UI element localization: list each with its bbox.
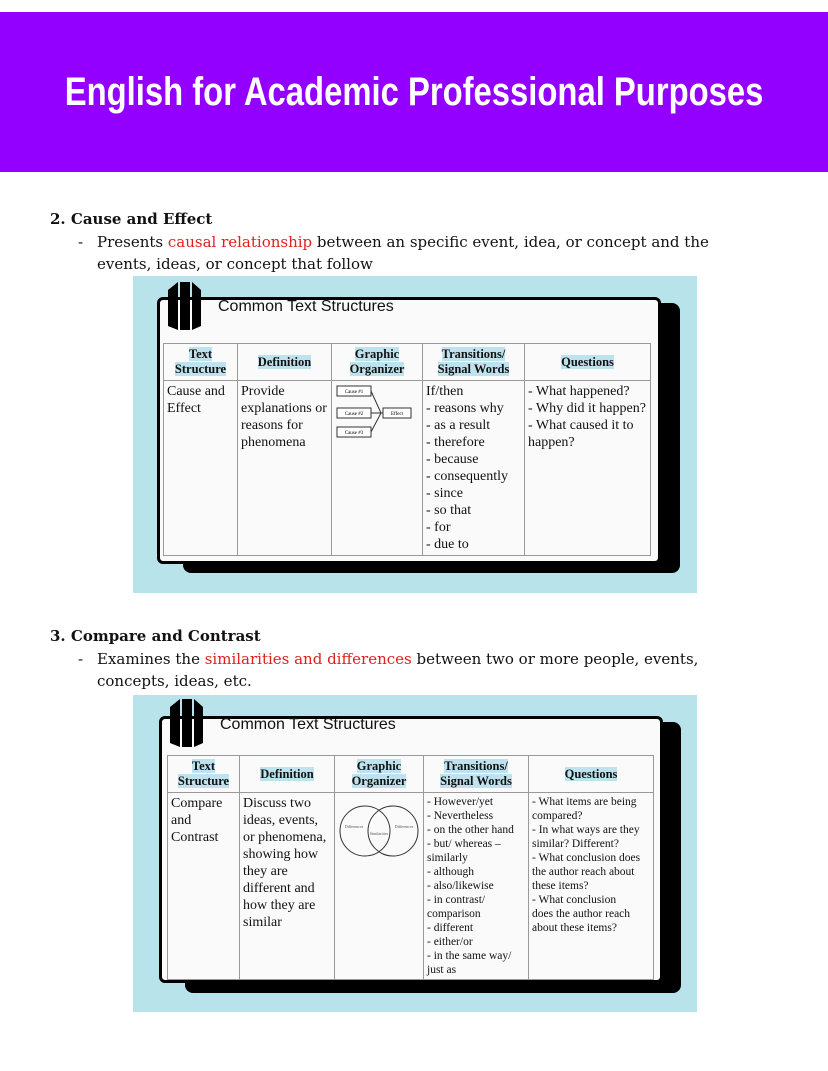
cell-line: they are bbox=[243, 864, 288, 879]
cell-line: or phenomena, bbox=[243, 830, 327, 845]
text-structure-panel-compare-contrast bbox=[133, 695, 697, 1012]
cell-line: - consequently bbox=[426, 469, 509, 484]
col-header: Text Structure bbox=[164, 344, 238, 381]
venn-label: Differences bbox=[394, 824, 414, 829]
cell-line: - However/yet bbox=[427, 796, 494, 808]
bullet-cause-effect bbox=[78, 231, 758, 275]
text-structure-panel-cause-effect bbox=[133, 276, 697, 593]
cell-line: - What happened? bbox=[528, 384, 630, 399]
questions-cell bbox=[529, 793, 654, 980]
cell-line: Contrast bbox=[171, 830, 219, 845]
cell-line: Provide bbox=[241, 384, 285, 399]
cell-line: just as bbox=[427, 964, 457, 976]
col-header: Definition bbox=[240, 756, 335, 793]
signal-words-cell bbox=[423, 381, 525, 556]
cell-line: ideas, events, bbox=[243, 813, 319, 828]
organizer-cell bbox=[335, 793, 424, 980]
cell-line: about these items? bbox=[532, 922, 617, 934]
cause-effect-diagram bbox=[335, 383, 419, 443]
section-heading-cause-effect: 2. Cause and Effect bbox=[50, 210, 213, 228]
cell-line: Effect bbox=[167, 401, 201, 416]
cell-line: - but/ whereas – bbox=[427, 838, 501, 850]
signal-words-cell bbox=[424, 793, 529, 980]
venn-label: Similarities bbox=[369, 831, 389, 836]
cell-line: different and bbox=[243, 881, 315, 896]
cell-line: - in the same way/ bbox=[427, 950, 512, 962]
cell-line: similar? Different? bbox=[532, 838, 619, 850]
cell-line: - different bbox=[427, 922, 474, 934]
section-heading-compare-contrast: 3. Compare and Contrast bbox=[50, 627, 261, 645]
definition-cell bbox=[240, 793, 335, 980]
bullet-compare-contrast bbox=[78, 648, 758, 692]
header-banner bbox=[0, 12, 828, 172]
col-header: Graphic Organizer bbox=[335, 756, 424, 793]
col-header: Transitions/ Signal Words bbox=[423, 344, 525, 381]
bullet-text: Presents bbox=[97, 233, 168, 251]
bullet-dash: - bbox=[78, 650, 84, 668]
cell-line: - because bbox=[426, 452, 479, 467]
cell-line: - What conclusion bbox=[532, 894, 617, 906]
cell-line: - due to bbox=[426, 537, 469, 552]
cell-line: happen? bbox=[528, 435, 575, 450]
card-title: Common Text Structures bbox=[220, 716, 396, 733]
cell-line: does the author reach bbox=[532, 908, 631, 920]
col-header: Transitions/ Signal Words bbox=[424, 756, 529, 793]
venn-label: Differences bbox=[344, 824, 364, 829]
cell-line: Discuss two bbox=[243, 796, 312, 811]
cell-line: - so that bbox=[426, 503, 472, 518]
effect-box: Effect bbox=[390, 412, 404, 417]
cell-line: - in contrast/ bbox=[427, 894, 486, 906]
cell-line: - What caused it to bbox=[528, 418, 634, 433]
cell-line: - although bbox=[427, 866, 474, 878]
cell-line: - Why did it happen? bbox=[528, 401, 646, 416]
cell-line: - since bbox=[426, 486, 463, 501]
page-title: English for Academic Professional Purposes bbox=[64, 69, 764, 114]
bullet-text: Examines the bbox=[97, 650, 205, 668]
col-header: Text Structure bbox=[168, 756, 240, 793]
questions-cell bbox=[525, 381, 651, 556]
cell-line: the author reach about bbox=[532, 866, 635, 878]
cell-line: these items? bbox=[532, 880, 589, 892]
cell-line: - also/likewise bbox=[427, 880, 494, 892]
cell-line: similar bbox=[243, 915, 282, 930]
cell-line: - as a result bbox=[426, 418, 491, 433]
cell-line: reasons for bbox=[241, 418, 303, 433]
cell-line: - therefore bbox=[426, 435, 485, 450]
cell-line: explanations or bbox=[241, 401, 327, 416]
cell-line: If/then bbox=[426, 384, 464, 399]
cell-line: - In what ways are they bbox=[532, 824, 640, 836]
structure-cell bbox=[168, 793, 240, 980]
cell-line: and bbox=[171, 813, 192, 828]
cell-line: similarly bbox=[427, 852, 468, 864]
cell-line: - for bbox=[426, 520, 451, 535]
cause-box: Cause #2 bbox=[344, 412, 364, 417]
highlight-text: causal relationship bbox=[167, 233, 313, 251]
structure-table bbox=[167, 755, 654, 980]
structure-table bbox=[163, 343, 651, 556]
cell-line: - either/or bbox=[427, 936, 473, 948]
cell-line: comparison bbox=[427, 908, 481, 920]
col-header: Questions bbox=[529, 756, 654, 793]
col-header: Questions bbox=[525, 344, 651, 381]
cell-line: - What conclusion does bbox=[532, 852, 641, 864]
cell-line: phenomena bbox=[241, 435, 306, 450]
pillar-icon bbox=[170, 699, 203, 747]
cause-box: Cause #3 bbox=[344, 431, 364, 436]
cell-line: how they are bbox=[243, 898, 316, 913]
card-title: Common Text Structures bbox=[218, 298, 394, 315]
organizer-cell bbox=[332, 381, 423, 556]
cell-line: - Nevertheless bbox=[427, 810, 494, 822]
pillar-icon bbox=[168, 282, 201, 330]
cell-line: Compare bbox=[171, 796, 223, 811]
cell-line: compared? bbox=[532, 810, 583, 822]
bullet-dash: - bbox=[78, 233, 84, 251]
definition-cell bbox=[238, 381, 332, 556]
venn-diagram-icon bbox=[338, 801, 420, 867]
cell-line: showing how bbox=[243, 847, 319, 862]
cell-line: - reasons why bbox=[426, 401, 504, 416]
bullet-text: between two or more people, events, concepts, ideas, etc. bbox=[97, 650, 699, 690]
cause-box: Cause #1 bbox=[344, 390, 364, 395]
cell-line: - on the other hand bbox=[427, 824, 514, 836]
cell-line: Cause and bbox=[167, 384, 225, 399]
col-header: Definition bbox=[238, 344, 332, 381]
cell-line: - What items are being bbox=[532, 796, 637, 808]
highlight-text: similarities and differences bbox=[204, 650, 412, 668]
structure-cell bbox=[164, 381, 238, 556]
col-header: Graphic Organizer bbox=[332, 344, 423, 381]
bullet-text: between an specific event, idea, or concept and the events, ideas, or concept that follow bbox=[97, 233, 709, 273]
